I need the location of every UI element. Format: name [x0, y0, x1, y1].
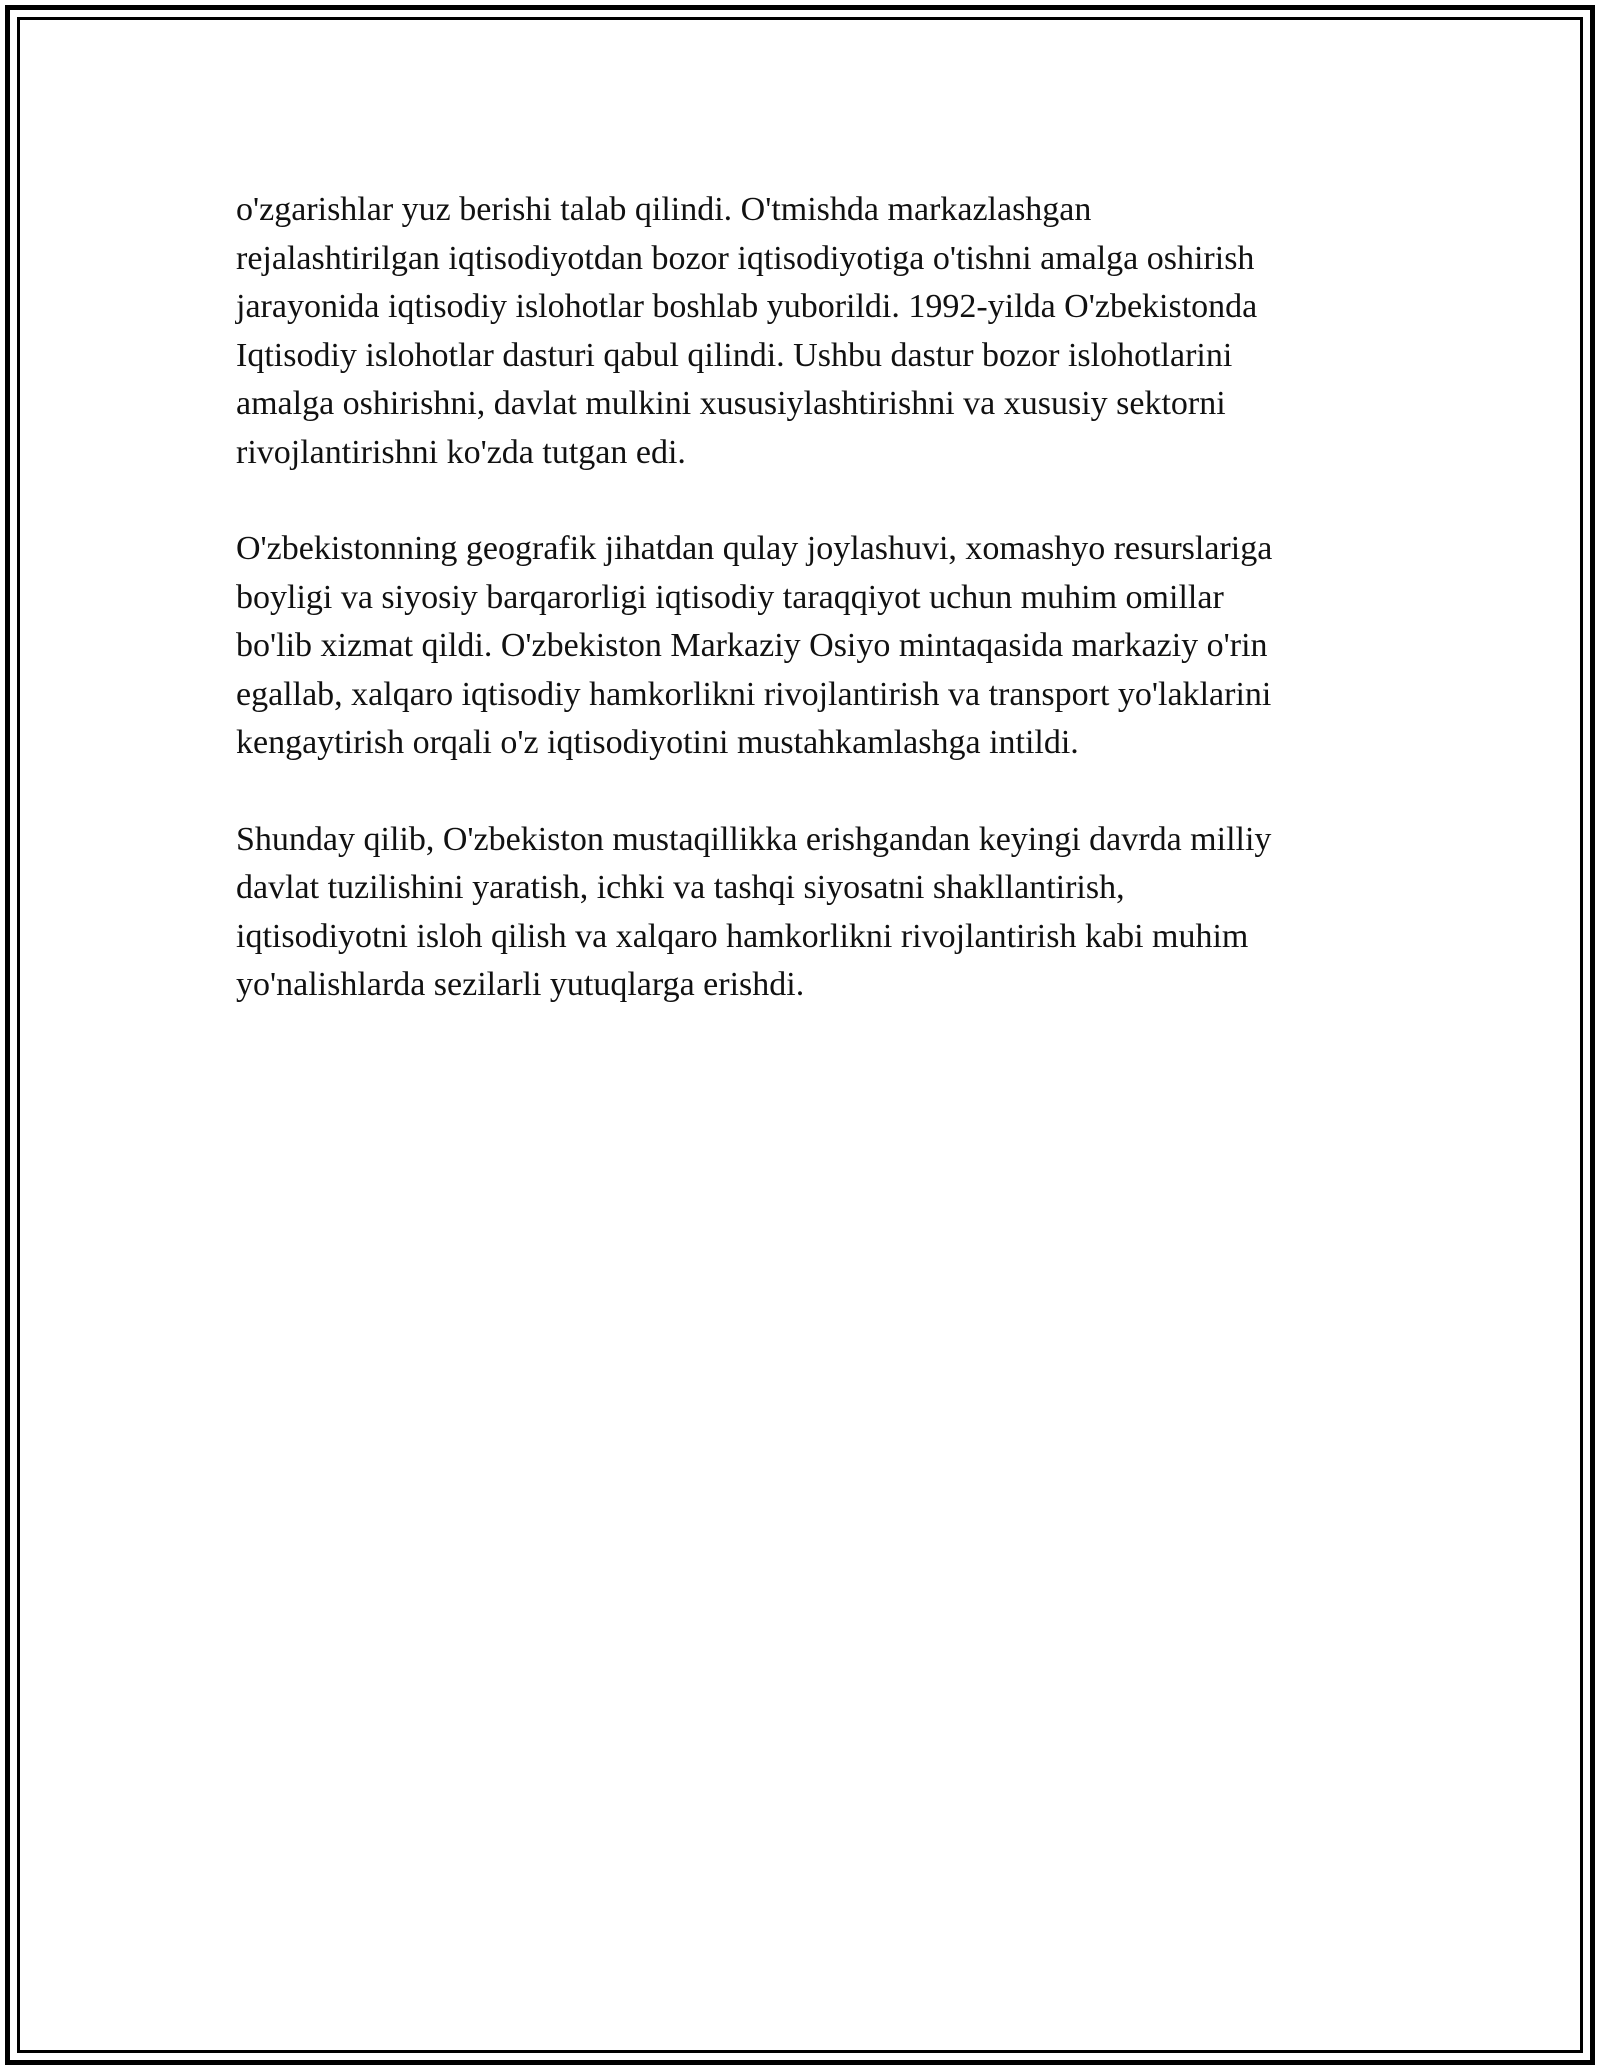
paragraph-economic-reforms: o'zgarishlar yuz berishi talab qilindi. O'tmishda markazlashgan rejalashtirilgan iqtisodiyotdan bozor iqtisodiyotiga o'tishni amalga oshirish jarayonida iqtisodiy islohotlar boshlab yuborildi. 1992-yilda O'zbekistonda Iqtisodiy islohotlar dasturi qabul qilindi. Ushbu dastur bozor islohotlarini amalga oshirishni, davlat mulkini xususiylashtirishni va xususiy sektorni rivojlantirishni ko'zda tutgan edi.	[236, 191, 1258, 471]
document-body	[236, 186, 1386, 1058]
paragraph-geography-resources: O'zbekistonning geografik jihatdan qulay joylashuvi, xomashyo resurslariga boyligi va siyosiy barqarorligi iqtisodiy taraqqiyot uchun muhim omillar bo'lib xizmat qildi. O'zbekiston Markaziy Osiyo mintaqasida markaziy o'rin egallab, xalqaro iqtisodiy hamkorlikni rivojlantirish va transport yo'laklarini kengaytirish orqali o'z iqtisodiyotini mustahkamlashga intildi.	[236, 530, 1273, 761]
paragraph-conclusion: Shunday qilib, O'zbekiston mustaqillikka erishgandan keyingi davrda milliy davlat tuzilishini yaratish, ichki va tashqi siyosatni shakllantirish, iqtisodiyotni isloh qilish va xalqaro hamkorlikni rivojlantirish kabi muhim yo'nalishlarda sezilarli yutuqlarga erishdi.	[236, 820, 1272, 1003]
